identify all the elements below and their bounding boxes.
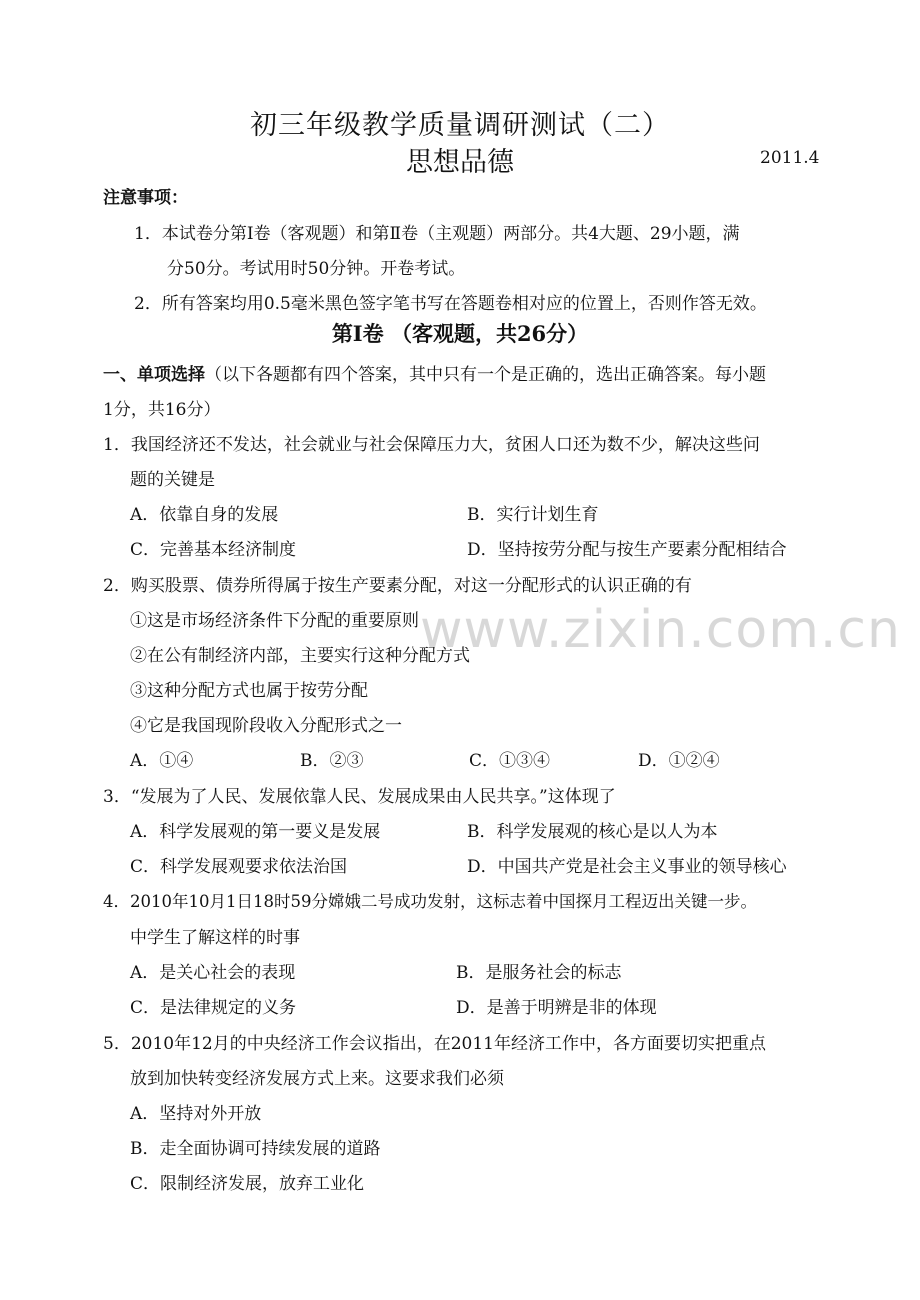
page-subtitle: 思想品德 [406, 147, 514, 178]
question-2-option-a: A．①④ [130, 751, 194, 771]
part-description-cont: 1分，共16分） [103, 400, 221, 420]
question-2-statement-4: ④它是我国现阶段收入分配形式之一 [130, 716, 402, 736]
question-3-stem: 3．“发展为了人民、发展依靠人民、发展成果由人民共享。”这体现了 [103, 787, 616, 807]
question-5-stem-cont: 放到加快转变经济发展方式上来。这要求我们必须 [130, 1069, 504, 1089]
section-title: 第Ⅰ卷 （客观题，共26分） [331, 321, 589, 346]
watermark-text: www.zixin.com.cn [420, 600, 901, 660]
question-2-statement-2: ②在公有制经济内部，主要实行这种分配方式 [130, 646, 470, 666]
question-4-option-c: C．是法律规定的义务 [130, 998, 297, 1018]
question-4-option-d: D．是善于明辨是非的体现 [456, 998, 657, 1018]
exam-date: 2011.4 [760, 148, 820, 168]
question-4-stem-cont: 中学生了解这样的时事 [130, 928, 300, 948]
notice-item-2: 2．所有答案均用0.5毫米黑色签字笔书写在答题卷相对应的位置上，否则作答无效。 [134, 294, 767, 314]
question-2-option-b: B．②③ [300, 751, 364, 771]
question-2-option-d: D．①②④ [638, 751, 720, 771]
part-description: （以下各题都有四个答案，其中只有一个是正确的，选出正确答案。每小题 [205, 365, 766, 385]
question-3-option-b: B．科学发展观的核心是以人为本 [467, 822, 718, 842]
question-3-option-d: D．中国共产党是社会主义事业的领导核心 [467, 857, 787, 877]
question-3-option-a: A．科学发展观的第一要义是发展 [130, 822, 381, 842]
part-label: 一、单项选择 [103, 365, 205, 385]
question-2-stem: 2．购买股票、债券所得属于按生产要素分配，对这一分配形式的认识正确的有 [103, 576, 692, 596]
question-1-option-b: B．实行计划生育 [467, 505, 599, 525]
question-5-option-a: A．坚持对外开放 [130, 1104, 262, 1124]
question-4-option-b: B．是服务社会的标志 [456, 963, 622, 983]
question-5-option-c: C．限制经济发展，放弃工业化 [130, 1174, 365, 1194]
question-4-option-a: A．是关心社会的表现 [130, 963, 296, 983]
question-2-option-c: C．①③④ [469, 751, 551, 771]
question-5-option-b: B．走全面协调可持续发展的道路 [130, 1139, 381, 1159]
question-5-stem: 5．2010年12月的中央经济工作会议指出，在2011年经济工作中，各方面要切实把重点 [103, 1034, 766, 1054]
notice-item-1-cont: 分50分。考试用时50分钟。开卷考试。 [167, 259, 466, 279]
question-1-option-a: A．依靠自身的发展 [130, 505, 279, 525]
question-1-stem: 1．我国经济还不发达，社会就业与社会保障压力大，贫困人口还为数不少，解决这些问 [103, 435, 760, 455]
question-2-statement-3: ③这种分配方式也属于按劳分配 [130, 681, 368, 701]
question-1-option-d: D．坚持按劳分配与按生产要素分配相结合 [467, 540, 787, 560]
question-2-statement-1: ①这是市场经济条件下分配的重要原则 [130, 611, 419, 631]
notice-item-1: 1．本试卷分第Ⅰ卷（客观题）和第Ⅱ卷（主观题）两部分。共4大题、29小题，满 [134, 224, 740, 244]
question-4-stem: 4．2010年10月1日18时59分嫦娥二号成功发射，这标志着中国探月工程迈出关键一步。 [103, 892, 757, 911]
notice-heading: 注意事项： [103, 188, 188, 208]
question-1-stem-cont: 题的关键是 [130, 470, 215, 490]
page-title: 初三年级教学质量调研测试（二） [250, 110, 670, 141]
part-instructions [103, 360, 766, 385]
question-1-option-c: C．完善基本经济制度 [130, 540, 297, 560]
question-3-option-c: C．科学发展观要求依法治国 [130, 857, 348, 877]
